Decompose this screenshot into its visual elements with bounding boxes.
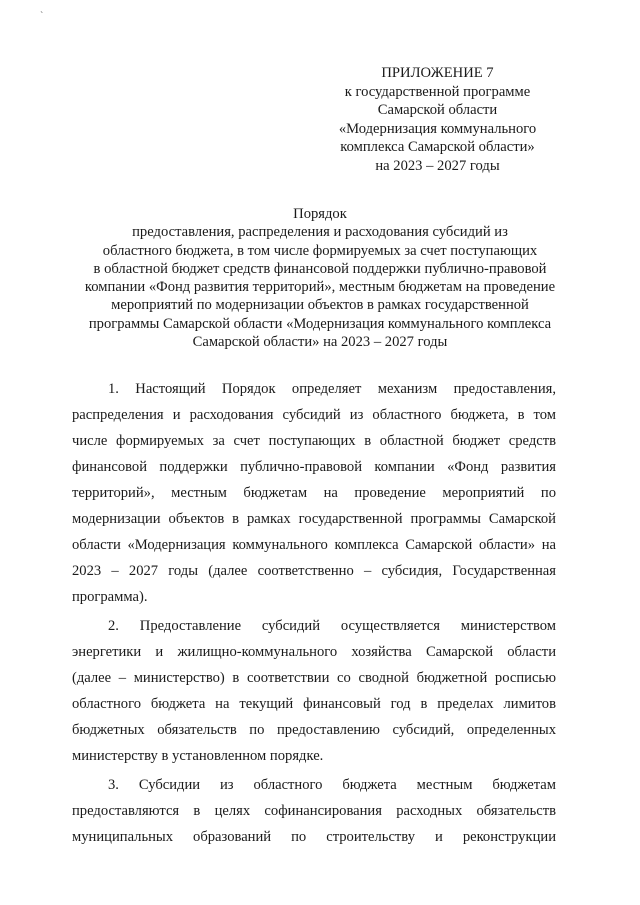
paragraph-3 — [72, 772, 556, 850]
paragraph-line: бюджетных обязательств по предоставлению субсидий, определенных — [72, 722, 556, 738]
paragraph-line: 1. Настоящий Порядок определяет механизм предоставления, — [108, 381, 556, 397]
paragraph-line: предоставляются в целях софинансирования расходных обязательств — [72, 803, 556, 819]
paragraph-line: территорий», местным бюджетам на проведение мероприятий по — [72, 485, 556, 501]
title-line: мероприятий по модернизации объектов в рамках государственной — [111, 297, 529, 314]
title-line: компании «Фонд развития территорий», местным бюджетам на проведение — [84, 279, 556, 296]
title-heading: Порядок — [293, 206, 347, 222]
document-title — [60, 205, 580, 351]
appendix-header — [320, 64, 555, 176]
title-line: областного бюджета, в том числе формируемых за счет поступающих — [102, 242, 538, 259]
appendix-line: Самарской области — [377, 102, 498, 119]
paragraph-1 — [72, 376, 556, 610]
paragraph-line: энергетики и жилищно-коммунального хозяйства Самарской области — [72, 644, 556, 660]
document-body — [72, 376, 556, 853]
paragraph-line: 3. Субсидии из областного бюджета местным бюджетам — [108, 777, 556, 793]
paragraph-line: (далее – министерство) в соответствии со сводной бюджетной росписью — [72, 670, 556, 686]
paragraph-2 — [72, 613, 556, 769]
paragraph-line: распределения и расходования субсидий из областного бюджета, в том — [72, 407, 556, 423]
paragraph-line: 2. Предоставление субсидий осуществляется министерством — [108, 618, 556, 634]
paragraph-line: 2023 – 2027 годы (далее соответственно – субсидия, Государственная — [72, 563, 556, 579]
appendix-number: ПРИЛОЖЕНИЕ 7 — [381, 65, 494, 81]
appendix-line: к государственной программе — [344, 83, 531, 100]
paragraph-line: программа). — [72, 589, 148, 605]
paragraph-line: областного бюджета на текущий финансовый год в пределах лимитов — [72, 696, 556, 712]
corner-mark: ` — [40, 11, 44, 22]
appendix-line: комплекса Самарской области» — [340, 139, 535, 156]
paragraph-line: министерству в установленном порядке. — [72, 748, 324, 764]
appendix-line: «Модернизация коммунального — [338, 120, 537, 137]
title-line: предоставления, распределения и расходования субсидий из — [132, 224, 508, 241]
paragraph-line: модернизации объектов в рамках государственной программы Самарской — [72, 511, 556, 527]
title-line: программы Самарской области «Модернизация коммунального комплекса — [88, 315, 552, 332]
appendix-line: на 2023 – 2027 годы — [375, 157, 500, 174]
title-line: Самарской области» на 2023 – 2027 годы — [192, 334, 448, 351]
paragraph-line: финансовой поддержки публично-правовой компании «Фонд развития — [72, 459, 556, 475]
paragraph-line: числе формируемых за счет поступающих в областной бюджет средств — [72, 433, 556, 449]
paragraph-line: области «Модернизация коммунального комплекса Самарской области» на — [72, 537, 556, 553]
paragraph-line: муниципальных образований по строительству и реконструкции — [72, 829, 556, 845]
title-line: в областной бюджет средств финансовой поддержки публично-правовой — [93, 260, 547, 277]
